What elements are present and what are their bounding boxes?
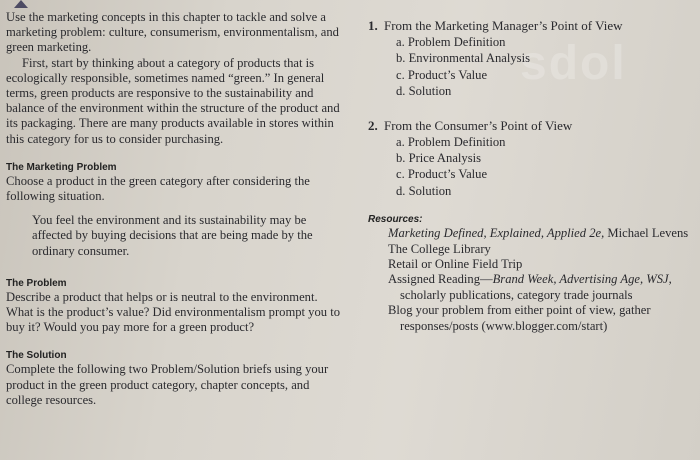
brief-step: b. Price Analysis xyxy=(396,151,482,166)
watermark: sdol xyxy=(520,37,627,90)
brief-list xyxy=(368,18,698,199)
marketing-problem-heading: The Marketing Problem xyxy=(6,161,117,173)
brief-steps xyxy=(384,34,698,100)
intro-paragraph-2: First, start by thinking about a category of products that is ecologically responsible, sometimes named “green.” In general terms, green products are responsive to the sustainability and balance of the environment within the structure of the product and its packaging. There are many products available in stores within this category for us to consider purchasing. xyxy=(6,55,340,146)
solution-text: Complete the following two Problem/Solution briefs using your product in the green product category, chapter concepts, and college resources. xyxy=(6,362,329,407)
page-corner-marker xyxy=(14,0,28,8)
brief-step: d. Solution xyxy=(396,84,452,99)
brief-item xyxy=(368,18,698,100)
resource-item-continued: scholarly publications, category trade journals xyxy=(400,287,633,302)
resource-reading-prefix: Assigned Reading— xyxy=(388,272,493,287)
brief-title: From the Marketing Manager’s Point of View xyxy=(384,18,623,33)
marketing-problem-text: Choose a product in the green category after considering the following situation. xyxy=(6,173,310,204)
intro-paragraph: Use the marketing concepts in this chapter to tackle and solve a marketing problem: culture, consumerism, environmentalism, and green marketing. xyxy=(6,10,339,55)
right-column xyxy=(368,18,698,334)
resources-heading: Resources: xyxy=(368,214,423,226)
resource-item: Blog your problem from either point of view, gather responses/posts (www.blogger.com/start) xyxy=(388,303,651,333)
brief-step: c. Product’s Value xyxy=(396,167,488,182)
brief-title: From the Consumer’s Point of View xyxy=(384,117,573,133)
brief-step: a. Problem Definition xyxy=(396,35,506,49)
left-column xyxy=(6,10,346,408)
resource-reading-titles: Brand Week, Advertising Age, WSJ, xyxy=(492,272,672,287)
solution-heading: The Solution xyxy=(6,350,67,362)
brief-item xyxy=(368,118,698,200)
resource-item xyxy=(388,272,698,287)
resource-item: The College Library xyxy=(388,241,491,256)
problem-text: Describe a product that helps or is neutral to the environment. What is the product’s value? Did environmentalism prompt you to buy it? Would you pay more for a green product? xyxy=(6,289,341,335)
resource-book-author: Michael Levens xyxy=(604,226,689,241)
problem-heading: The Problem xyxy=(6,277,67,289)
brief-steps xyxy=(384,134,698,200)
resource-book-title: Marketing Defined, Explained, Applied 2e, xyxy=(388,226,605,241)
brief-step: b. Environmental Analysis xyxy=(396,51,530,66)
brief-step: c. Product’s Value xyxy=(396,67,488,82)
situation-quote: You feel the environment and its sustainability may be affected by buying decisions that are being made by the ordinary consumer. xyxy=(32,213,313,258)
resource-item xyxy=(388,226,698,241)
resource-item: Retail or Online Field Trip xyxy=(388,257,523,272)
brief-number: 2. xyxy=(368,117,378,133)
brief-number: 1. xyxy=(368,18,378,33)
resources-list xyxy=(388,226,698,334)
brief-step: a. Problem Definition xyxy=(396,134,506,149)
brief-step: d. Solution xyxy=(396,183,452,198)
